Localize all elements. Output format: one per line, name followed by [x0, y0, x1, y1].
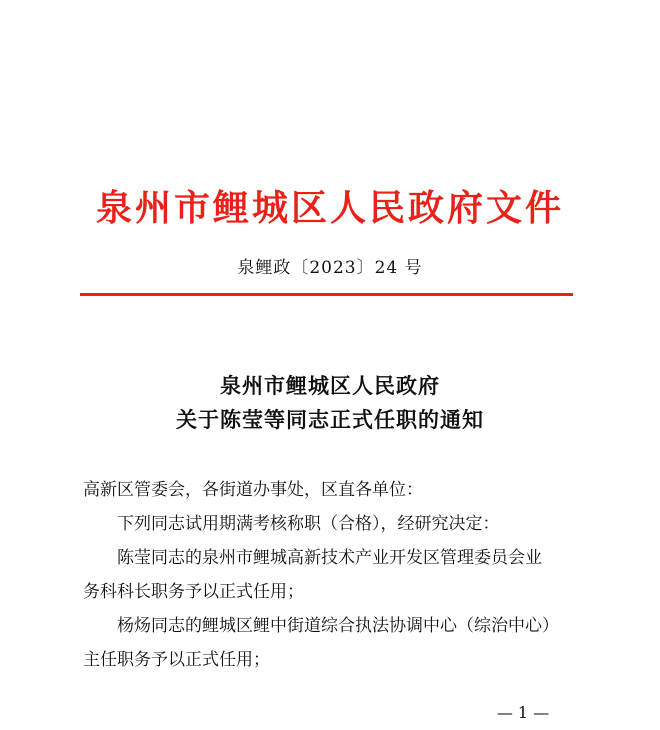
- intro-paragraph: 下列同志试用期满考核称职（合格），经研究决定：: [117, 514, 500, 534]
- document-header-title: 泉州市鲤城区人民政府文件: [95, 187, 564, 229]
- appointment-item-1-line-1: 陈莹同志的泉州市鲤城高新技术产业开发区管理委员会业: [117, 548, 542, 568]
- appointment-item-2-line-1: 杨炀同志的鲤城区鲤中街道综合执法协调中心（综治中心）: [117, 616, 559, 636]
- page-number: — 1 —: [496, 703, 550, 722]
- notice-title-line-1: 泉州市鲤城区人民政府: [220, 374, 440, 398]
- appointment-item-2-line-2: 主任职务予以正式任用；: [83, 650, 270, 670]
- red-divider-line: [80, 293, 573, 296]
- notice-title-line-2: 关于陈莹等同志正式任职的通知: [176, 408, 484, 432]
- appointment-item-1-line-2: 务科科长职务予以正式任用；: [83, 582, 304, 602]
- document-number: 泉鲤政〔2023〕24 号: [237, 258, 423, 278]
- addressees-line: 高新区管委会，各街道办事处，区直各单位：: [83, 480, 423, 500]
